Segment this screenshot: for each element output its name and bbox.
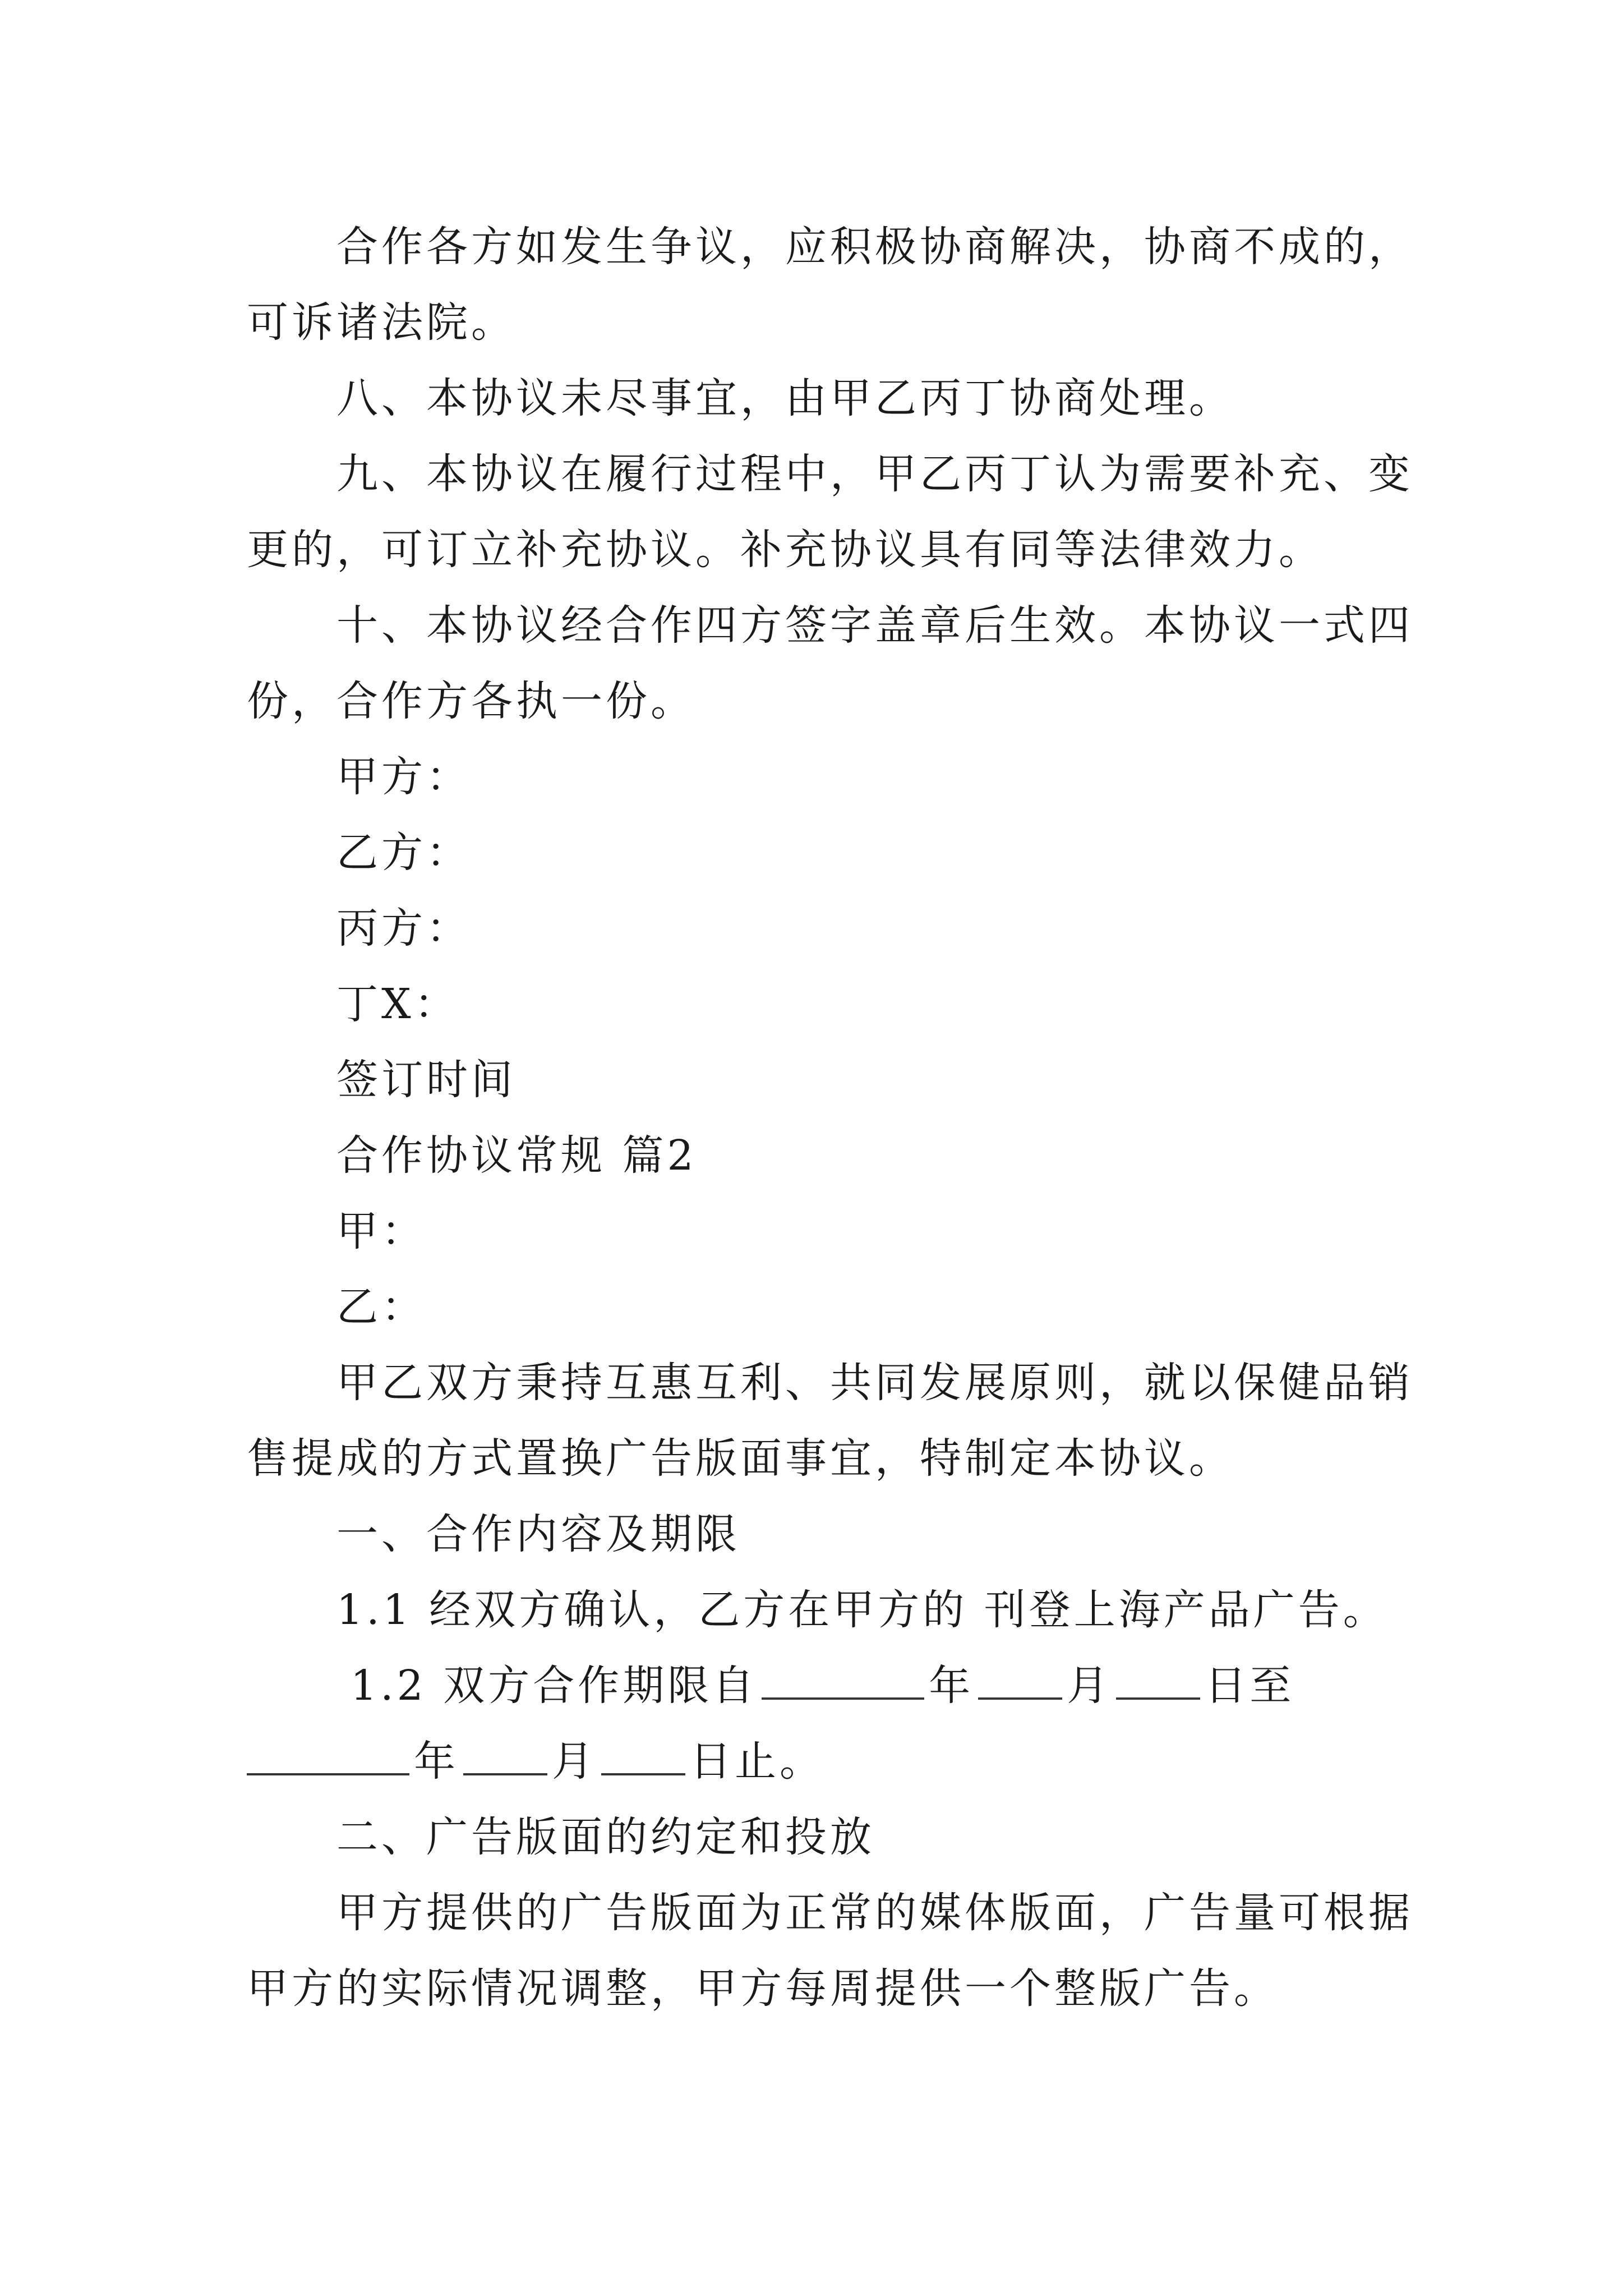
signature-line-party-d: 丁X： (336, 980, 459, 1028)
paragraph-line: 份，合作方各执一份。 (247, 677, 695, 725)
clause-heading: 二、广告版面的约定和投放 (336, 1813, 875, 1861)
clause-heading: 一、合作内容及期限 (336, 1510, 740, 1558)
paragraph-line: 1.1 经双方确认，乙方在甲方的 刊登上海产品广告。 (336, 1586, 1388, 1634)
signing-date-label: 签订时间 (336, 1056, 516, 1104)
term-prefix: 1.2 双方合作期限自 (351, 1662, 758, 1710)
blank-field (1116, 1658, 1200, 1700)
blank-field (247, 1734, 409, 1775)
paragraph-line: 甲方的实际情况调整，甲方每周提供一个整版广告。 (247, 1964, 1279, 2013)
signature-line-party-a: 甲方： (336, 753, 471, 801)
term-day-end-label: 日止。 (690, 1737, 824, 1786)
blank-field (601, 1734, 685, 1775)
blank-field (463, 1734, 547, 1775)
term-year-label: 年 (929, 1662, 974, 1710)
paragraph-line: 更的，可订立补充协议。补充协议具有同等法律效力。 (247, 526, 1324, 574)
paragraph-line: 可诉诸法院。 (247, 298, 516, 347)
party-b-label: 乙： (336, 1283, 426, 1331)
blank-field (762, 1658, 924, 1700)
section-title: 合作协议常规 篇2 (336, 1131, 697, 1180)
term-line-start (351, 1646, 1495, 1725)
signature-line-party-c: 丙方： (336, 904, 471, 953)
blank-field (978, 1658, 1062, 1700)
term-day-to-label: 日至 (1205, 1662, 1295, 1710)
party-a-label: 甲： (336, 1207, 426, 1255)
term-year-label: 年 (414, 1737, 459, 1786)
term-month-label: 月 (552, 1737, 597, 1786)
paragraph-line: 甲方提供的广告版面为正常的媒体版面，广告量可根据 (336, 1889, 1413, 1937)
paragraph-line: 甲乙双方秉持互惠互利、共同发展原则，就以保健品销 (336, 1359, 1413, 1407)
paragraph-line: 九、本协议在履行过程中，甲乙丙丁认为需要补充、变 (336, 450, 1413, 498)
signature-line-party-b: 乙方： (336, 829, 471, 877)
term-month-label: 月 (1067, 1662, 1112, 1710)
paragraph-line: 十、本协议经合作四方签字盖章后生效。本协议一式四 (336, 601, 1413, 650)
paragraph-line: 合作各方如发生争议，应积极协商解决，协商不成的， (336, 223, 1413, 271)
paragraph-line: 售提成的方式置换广告版面事宜，特制定本协议。 (247, 1434, 1234, 1483)
term-line-end (247, 1722, 1391, 1801)
paragraph-line: 八、本协议未尽事宜，由甲乙丙丁协商处理。 (336, 374, 1234, 422)
